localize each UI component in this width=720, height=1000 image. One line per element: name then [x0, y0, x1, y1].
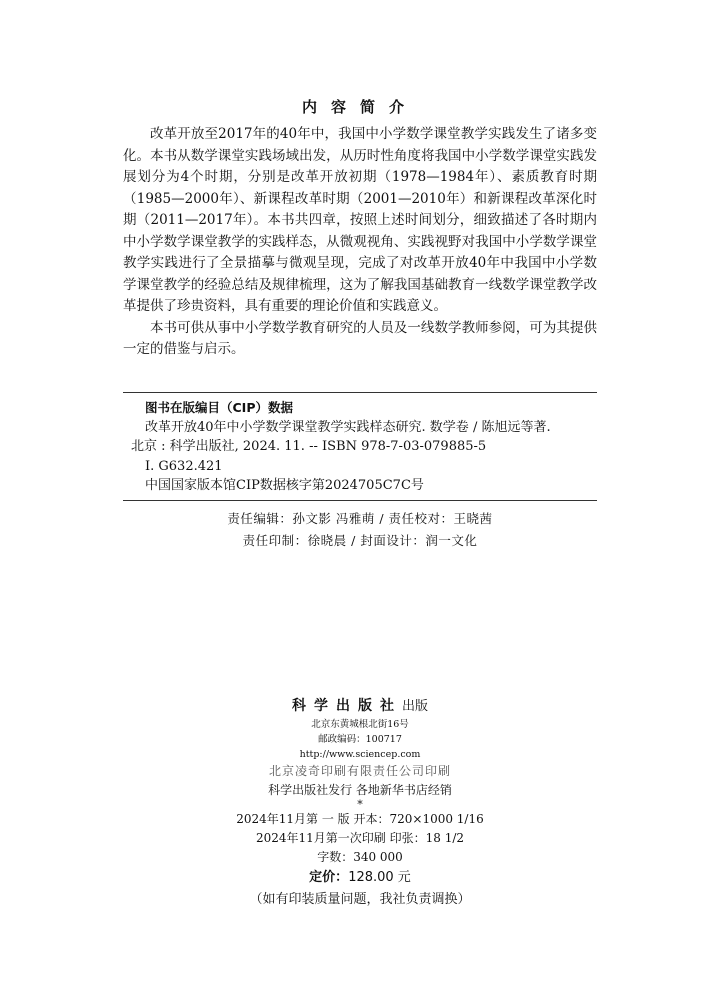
- editors-line-2: 责任印制：徐晓晨 / 封面设计：润一文化: [242, 533, 478, 548]
- publisher-seal-suffix: 出版社: [335, 698, 402, 714]
- wordcount-line: 字数：340 000: [317, 850, 403, 864]
- cip-record-number: 中国国家版本馆CIP数据核字第2024705C7C号: [145, 478, 424, 493]
- cip-title-line: 改革开放40年中小学数学课堂教学实践样态研究. 数学卷 / 陈旭远等著.: [145, 419, 551, 435]
- publisher-address: 北京东黄城根北街16号: [311, 719, 409, 730]
- quality-notice: （如有印装质量问题，我社负责调换）: [249, 892, 471, 907]
- editors-line-1: 责任编辑：孙文影 冯雅萌 / 责任校对：王晓茜: [227, 511, 493, 526]
- cip-heading: 图书在版编目（CIP）数据: [145, 400, 293, 415]
- price-label: 定价：: [309, 870, 349, 885]
- printer-line: 北京凌奇印刷有限责任公司印刷: [268, 764, 451, 778]
- cip-block: [123, 392, 597, 501]
- publisher-block: [0, 696, 720, 911]
- intro-title: 内容简介: [301, 98, 418, 116]
- editors-block: [0, 508, 720, 552]
- intro-paragraph-1: 改革开放至2017年的40年中，我国中小学数学课堂教学实践发生了诸多变化。本书从数学课堂实践场域出发，从历时性角度将我国中小学数学课堂实践发展划分为4个时期，分别是改革开放初期（1978—1984年）、素质教育时期（1985—2000年）、新课程改革时期（2001—2010年）和新课程改革深化时期（2011—2017年）。本书共四章，按照上述时间划分，细致描述了各时期内中小学数学课堂教学的实践样态，从微观视角、实践视野对我国中小学数学课堂教学实践进行了全景描摹与微观呈现，完成了对改革开放40年中我国中小学数学课堂教学的经验总结及规律梳理，这为了解我国基础教育一线数学课堂教学改革提供了珍贵资料，具有重要的理论价值和实践意义。: [123, 126, 597, 314]
- price-line: [0, 867, 720, 889]
- intro-body: [123, 124, 597, 361]
- publisher-seal-name: 科学: [291, 698, 336, 714]
- cip-publisher-line: 北京 : 科学出版社, 2024. 11. -- ISBN 978-7-03-079885-5: [131, 439, 487, 454]
- separator-star: *: [357, 798, 363, 811]
- intro-paragraph-2: 本书可供从事中小学数学教育研究的人员及一线数学教师参阅，可为其提供一定的借鉴与启示。: [123, 319, 597, 357]
- printing-line: 2024年11月第一次印刷 印张：18 1/2: [255, 831, 465, 845]
- publisher-name: [0, 696, 720, 717]
- edition-line: 2024年11月第 一 版 开本：720×1000 1/16: [236, 812, 484, 826]
- publisher-url: http://www.sciencep.com: [299, 749, 421, 760]
- cip-classification: Ⅰ. G632.421: [145, 458, 223, 474]
- publisher-postcode: 邮政编码：100717: [318, 734, 402, 745]
- price-value: 128.00 元: [348, 870, 411, 885]
- distribution-line: 科学出版社发行 各地新华书店经销: [268, 783, 452, 797]
- publisher-name-suffix: 出版: [401, 699, 428, 714]
